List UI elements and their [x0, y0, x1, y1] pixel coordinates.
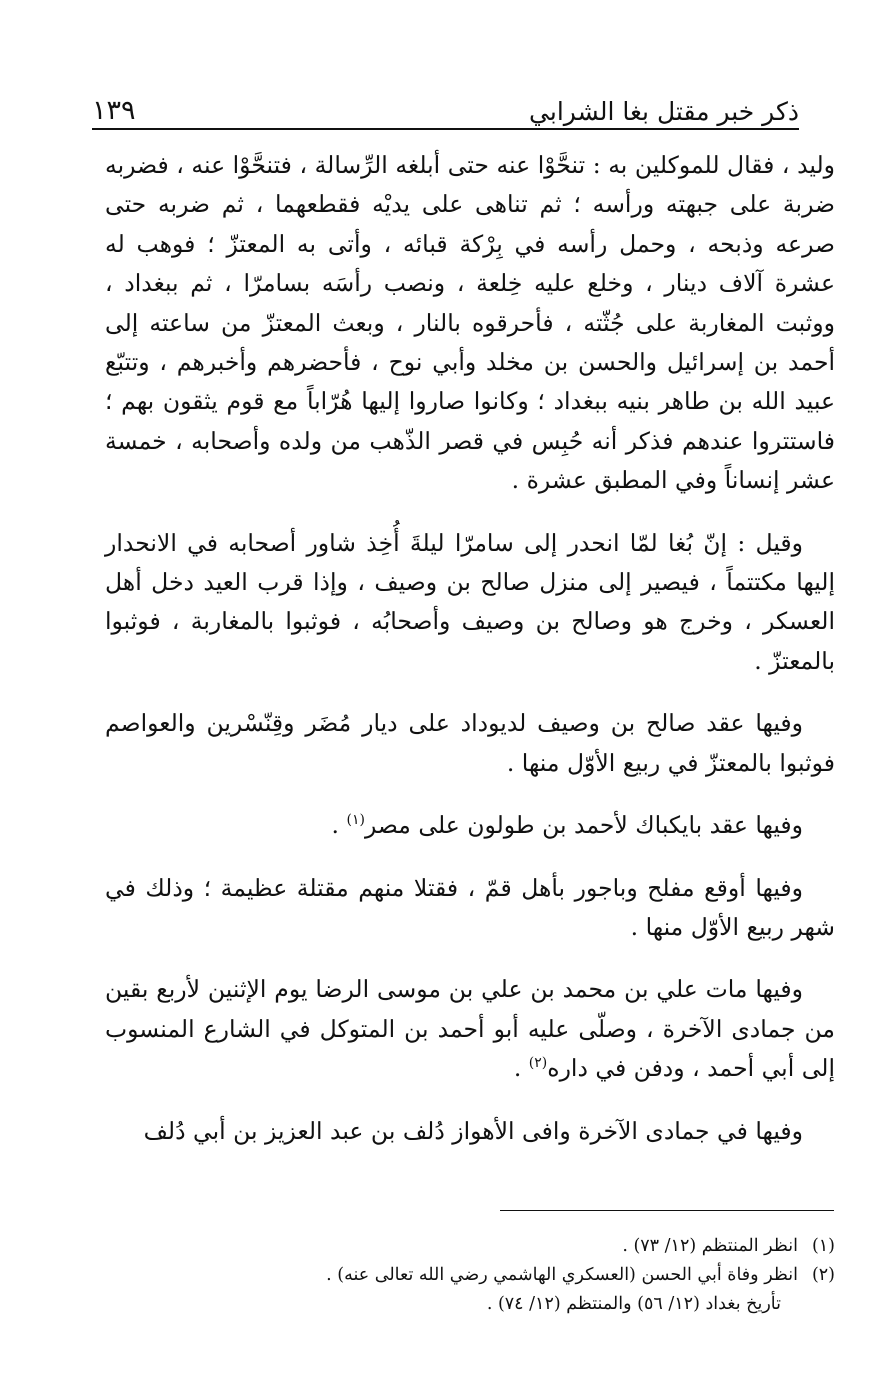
footnote-text: انظر وفاة أبي الحسن (العسكري الهاشمي رضي الله تعالى عنه) .: [326, 1265, 798, 1285]
running-title: ذكر خبر مقتل بغا الشرابي: [529, 97, 799, 126]
footnote-continuation: تأريخ بغداد (١٢/ ٥٦) والمنتظم (١٢/ ٧٤) .: [486, 1294, 781, 1314]
paragraph: [105, 1112, 835, 1151]
paragraph-tail: .: [331, 811, 347, 840]
footnote: [230, 1232, 835, 1261]
paragraph: [105, 806, 835, 845]
main-text: [105, 146, 835, 1151]
footnote-reference[interactable]: (١): [346, 812, 365, 829]
paragraph-text: وفيها مات علي بن محمد بن علي بن موسى الرضا يوم الإثنين لأربع بقين من جمادى الآخرة ، وصلّى عليه أبو أحمد بن المتوكل في الشارع المنسوب إلى أبي أحمد ، ودفن في داره: [105, 975, 835, 1083]
page-header: [92, 82, 799, 124]
paragraph-tail: .: [513, 1054, 529, 1083]
footnote: [230, 1261, 835, 1290]
paragraph-text: وفيها عقد صالح بن وصيف لديوداد على ديار مُضَر وقِنّسْرين والعواصم فوثبوا بالمعتزّ في ربيع الأوّل منها .: [105, 709, 835, 777]
paragraph-text: وفيها في جمادى الآخرة وافى الأهواز دُلف بن عبد العزيز بن أبي دُلف: [143, 1116, 803, 1145]
paragraph-text: وفيها أوقع مفلح وباجور بأهل قمّ ، فقتلا منهم مقتلة عظيمة ؛ وذلك في شهر ربيع الأوّل منها .: [105, 873, 835, 941]
footnote-reference[interactable]: (٢): [528, 1055, 548, 1072]
paragraph-text: وقيل : إنّ بُغا لمّا انحدر إلى سامرّا ليلةَ أُخِذ شاور أصحابه في الانحدار إليها مكتتماً ، فيصير إلى منزل صالح بن وصيف ، وإذا قرب العيد دخل أهل العسكر ، وخرج هو وصالح بن وصيف وأصحابُه ، فوثبوا بالمغاربة ، فوثبوا بالمعتزّ .: [105, 528, 835, 675]
paragraph: [105, 146, 835, 501]
footnote-number: (٢): [811, 1265, 835, 1285]
paragraph: [105, 704, 835, 783]
page-number: ١٣٩: [92, 95, 136, 126]
header-rule: [92, 128, 799, 130]
paragraph-text: وفيها عقد بايكباك لأحمد بن طولون على مصر: [364, 811, 803, 840]
paragraph: [105, 970, 835, 1088]
paragraph-text: وليد ، فقال للموكلين به : تنحَّوْا عنه حتى أبلغه الرِّسالة ، فتنحَّوْا عنه ، فضربه ضربة على جبهته ورأسه ؛ ثم تناهى على يديْه فقطعهما ، ثم ضربه حتى صرعه وذبحه ، وحمل رأسه في بِرْكة قبائه ، وأتى به المعتزّ ؛ فوهب له عشرة آلاف دينار ، وخلع عليه خِلعة ، ونصب رأسَه بسامرّا ، ثم ببغداد ، ووثبت المغاربة على جُثّته ، فأحرقوه بالنار ، وبعث المعتزّ من ساعته إلى أحمد بن إسرائيل والحسن بن مخلد وأبي نوح ، فأحضرهم وأخبرهم ، وتتبّع عبيد الله بن طاهر بنيه ببغداد ؛ وكانوا صاروا إليها هُرّاباً مع قوم يثقون بهم ؛ فاستتروا عندهم فذكر أنه حُبِس في قصر الذّهب من ولده وأصحابه ، خمسة عشر إنساناً وفي المطبق عشرة .: [105, 151, 835, 495]
footnote-text: انظر المنتظم (١٢/ ٧٣) .: [622, 1236, 798, 1256]
footnotes: [230, 1232, 835, 1319]
footnote-rule: [500, 1210, 834, 1211]
footnote-number: (١): [811, 1236, 835, 1256]
paragraph: [105, 869, 835, 948]
paragraph: [105, 524, 835, 682]
